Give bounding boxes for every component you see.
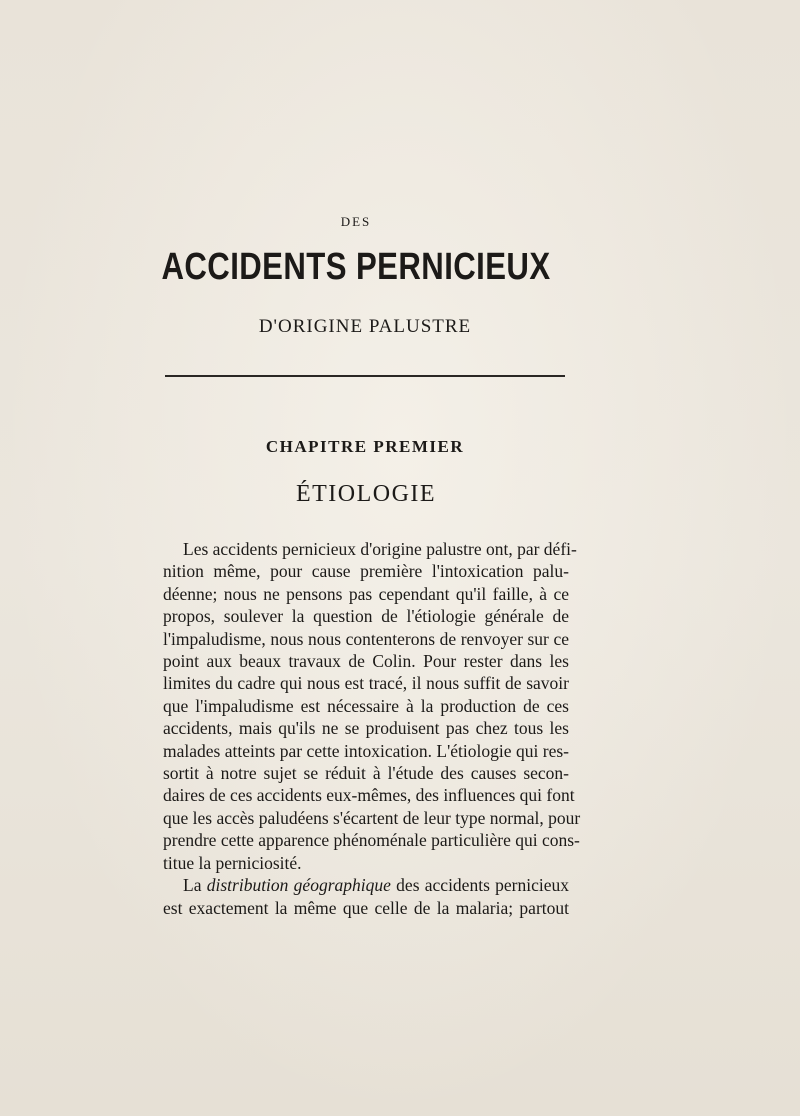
text-line: malades atteints par cette intoxication. L'étiologie qui res- <box>163 740 569 761</box>
text-fragment: La <box>183 875 207 896</box>
text-line: déenne; nous ne pensons pas cependant qu'il faille, à ce <box>163 583 569 604</box>
text-line: Les accidents pernicieux d'origine palustre ont, par défi- <box>183 539 577 559</box>
chapter-heading: CHAPITRE PREMIER <box>265 437 465 456</box>
text-line: daires de ces accidents eux-mêmes, des influences qui font <box>163 785 575 806</box>
text-line-para2 <box>163 874 569 896</box>
text-fragment: des accidents pernicieux <box>390 875 569 896</box>
italic-phrase: distribution géographique <box>206 875 391 896</box>
text-line: l'impaludisme, nous nous contenterons de renvoyer sur ce <box>163 628 569 649</box>
text-line: sortit à notre sujet se réduit à l'étude des causes secon- <box>163 763 569 784</box>
text-line: point aux beaux travaux de Colin. Pour rester dans les <box>163 651 569 672</box>
title-rule-divider <box>165 375 565 377</box>
text-line: que les accès paludéens s'écartent de leur type normal, pour <box>163 807 581 828</box>
text-line: prendre cette apparence phénoménale particulière qui cons- <box>163 830 580 851</box>
text-line: titue la perniciosité. <box>163 852 302 873</box>
pre-title: DES <box>340 214 372 229</box>
body-text <box>163 538 581 919</box>
text-line: que l'impaludisme est nécessaire à la production de ces <box>163 695 569 716</box>
text-line: propos, soulever la question de l'étiologie générale de <box>163 606 569 627</box>
main-title: ACCIDENTS PERNICIEUX <box>161 246 551 288</box>
text-line: limites du cadre qui nous est tracé, il nous suffit de savoir <box>163 673 569 694</box>
text-line: accidents, mais qu'ils ne se produisent pas chez tous les <box>163 718 569 739</box>
text-line: nition même, pour cause première l'intoxication palu- <box>163 561 569 582</box>
section-heading: ÉTIOLOGIE <box>295 481 437 507</box>
text-line: est exactement la même que celle de la malaria; partout <box>163 897 569 918</box>
subtitle: D'ORIGINE PALUSTRE <box>258 316 472 337</box>
